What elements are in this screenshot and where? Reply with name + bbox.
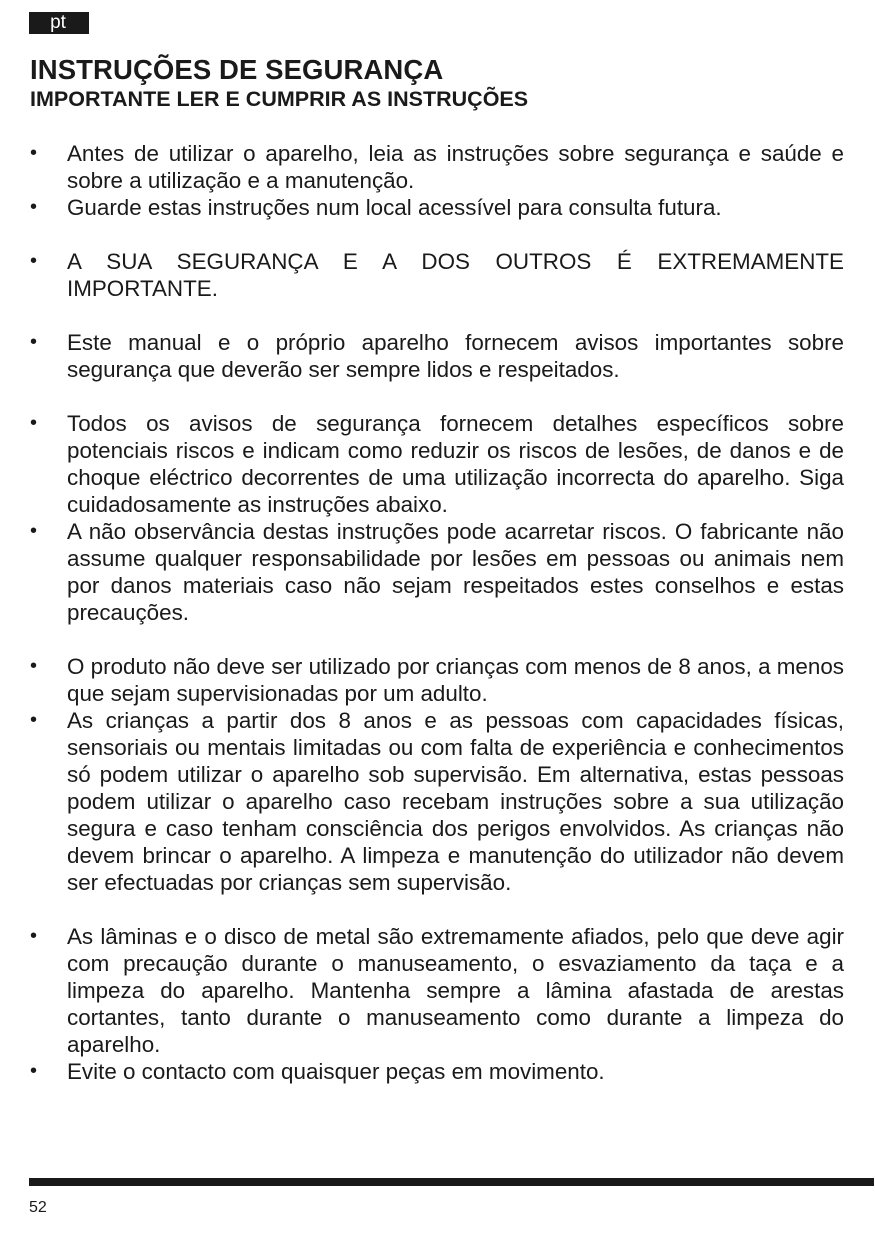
bullet-icon: • <box>30 1060 38 1082</box>
bullet-icon: • <box>30 196 38 218</box>
bullet-icon: • <box>30 925 38 947</box>
list-item <box>30 653 844 707</box>
bullet-icon: • <box>30 250 38 272</box>
list-item-text: A não observância destas instruções pode acarretar riscos. O fabricante não assume qualquer responsabilidade por lesões em pessoas ou animais nem por danos materiais caso não sejam respeitados estes conselhos e estas precauções. <box>67 519 844 625</box>
instruction-group <box>30 140 844 221</box>
list-item-text: As crianças a partir dos 8 anos e as pessoas com capacidades físicas, sensoriais ou mentais limitadas ou com falta de experiência e conhecimentos só podem utilizar o aparelho sob supervisão. Em alternativa, estas pessoas podem utilizar o aparelho caso recebam instruções sobre a sua utilização segura e caso tenham consciência dos perigos envolvidos. As crianças não devem brincar o aparelho. A limpeza e manutenção do utilizador não devem ser efectuadas por crianças sem supervisão. <box>67 708 844 895</box>
list-item <box>30 707 844 896</box>
list-item-text: Todos os avisos de segurança fornecem detalhes específicos sobre potenciais riscos e indicam como reduzir os riscos de lesões, de danos e de choque eléctrico decorrentes de uma utilização incorrecta do aparelho. Siga cuidadosamente as instruções abaixo. <box>67 411 844 517</box>
list-item <box>30 923 844 1058</box>
instruction-group <box>30 653 844 896</box>
bullet-icon: • <box>30 412 38 434</box>
list-item <box>30 518 844 626</box>
instruction-group <box>30 923 844 1085</box>
bullet-icon: • <box>30 655 38 677</box>
bullet-icon: • <box>30 520 38 542</box>
list-item-text: Evite o contacto com quaisquer peças em movimento. <box>67 1059 605 1084</box>
instruction-group <box>30 410 844 626</box>
list-item-text: Antes de utilizar o aparelho, leia as instruções sobre segurança e saúde e sobre a utilização e a manutenção. <box>67 141 844 193</box>
instruction-group <box>30 248 844 302</box>
list-item <box>30 1058 844 1085</box>
list-item-text: Este manual e o próprio aparelho fornecem avisos importantes sobre segurança que deverão ser sempre lidos e respeitados. <box>67 330 844 382</box>
list-item-text: O produto não deve ser utilizado por crianças com menos de 8 anos, a menos que sejam supervisionadas por um adulto. <box>67 654 844 706</box>
list-item-text: As lâminas e o disco de metal são extremamente afiados, pelo que deve agir com precaução durante o manuseamento, o esvaziamento da taça e a limpeza do aparelho. Mantenha sempre a lâmina afastada de arestas cortantes, tanto durante o manuseamento como durante a limpeza do aparelho. <box>67 924 844 1057</box>
bullet-icon: • <box>30 709 38 731</box>
list-item <box>30 410 844 518</box>
footer-divider <box>29 1178 874 1186</box>
page-number: 52 <box>29 1199 47 1216</box>
page-subtitle: IMPORTANTE LER E CUMPRIR AS INSTRUÇÕES <box>30 87 529 111</box>
list-item <box>30 140 844 194</box>
page-title: INSTRUÇÕES DE SEGURANÇA <box>30 54 444 85</box>
list-item <box>30 194 844 221</box>
list-item-text: Guarde estas instruções num local acessível para consulta futura. <box>67 195 722 220</box>
list-item-text: A SUA SEGURANÇA E A DOS OUTROS É EXTREMAMENTE IMPORTANTE. <box>67 249 844 301</box>
instruction-group <box>30 329 844 383</box>
bullet-icon: • <box>30 142 38 164</box>
bullet-icon: • <box>30 331 38 353</box>
language-tag: pt <box>29 12 89 34</box>
list-item <box>30 248 844 302</box>
safety-instructions <box>30 140 844 1112</box>
list-item <box>30 329 844 383</box>
